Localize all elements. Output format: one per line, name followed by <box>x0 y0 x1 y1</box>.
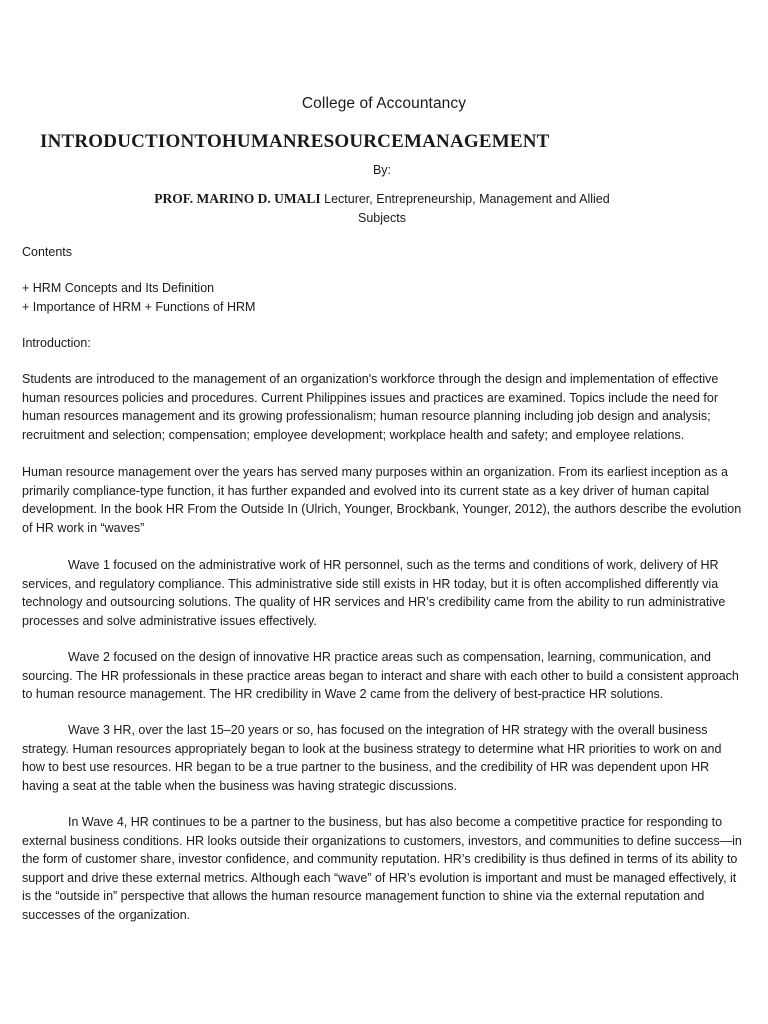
wave-2-paragraph: Wave 2 focused on the design of innovative HR practice areas such as compensation, learning, communication, and sourcing. The HR professionals in these practice areas began to interact and share with each other to build a consistent approach to human resource management. The HR credibility in Wave 2 came from the delivery of best-practice HR solutions. <box>22 650 739 701</box>
intro-paragraph-1: Students are introduced to the management of an organization's workforce through the design and implementation of effective human resources policies and procedures. Current Philippines issues and practices are examined. Topics include the need for human resources management and its growing professionalism; human resource planning including job design and analysis; recruitment and selection; compensation; employee development; workplace health and safety; and employee relations. <box>22 372 719 442</box>
document-title: INTRODUCTIONTOHUMANRESOURCEMANAGEMENT <box>40 131 550 152</box>
wave-1-paragraph: Wave 1 focused on the administrative work of HR personnel, such as the terms and conditions of work, delivery of HR services, and regulatory compliance. This administrative side still exists in HR today, but it is often accomplished differently via technology and outsourcing solutions. The quality of HR services and HR’s credibility came from the ability to run administrative processes and solve administrative issues effectively. <box>22 558 726 628</box>
author-role: Lecturer, Entrepreneurship, Management and Allied Subjects <box>320 192 610 225</box>
contents-heading: Contents <box>22 245 73 259</box>
contents-item-hrm-concepts: + HRM Concepts and Its Definition <box>22 281 215 295</box>
intro-paragraph-2: Human resource management over the years has served many purposes within an organization. From its earliest inception as a primarily compliance-type function, it has further expanded and evolved into its current state as a key driver of human capital development. In the book HR From the Outside In (Ulrich, Younger, Brockbank, Younger, 2012), the authors describe the evolution of HR work in “waves” <box>22 465 742 535</box>
wave-4-paragraph: In Wave 4, HR continues to be a partner to the business, but has also become a competitive practice for responding to external business conditions. HR looks outside their organizations to customers, investors, and communities to define success—in the form of customer share, investor confidence, and community reputation. HR’s credibility is thus defined in terms of its ability to support and drive these external metrics. Although each “wave” of HR’s evolution is important and must be managed effectively, it is the “outside in” perspective that allows the human resource management function to shine via the external reputation and successes of the organization. <box>22 815 742 922</box>
wave-3-paragraph: Wave 3 HR, over the last 15–20 years or so, has focused on the integration of HR strategy with the overall business strategy. Human resources appropriately began to look at the business strategy to determine what HR priorities to work on and how to best use resources. HR began to be a true partner to the business, and the credibility of HR was dependent upon HR having a seat at the table when the business was having strategic discussions. <box>22 723 722 793</box>
college-name: College of Accountancy <box>301 95 467 112</box>
contents-item-importance-functions: + Importance of HRM + Functions of HRM <box>22 299 256 314</box>
introduction-heading: Introduction: <box>22 336 91 350</box>
author-name: PROF. MARINO D. UMALI <box>154 191 321 206</box>
author-block <box>140 189 624 228</box>
by-label: By: <box>372 163 392 177</box>
